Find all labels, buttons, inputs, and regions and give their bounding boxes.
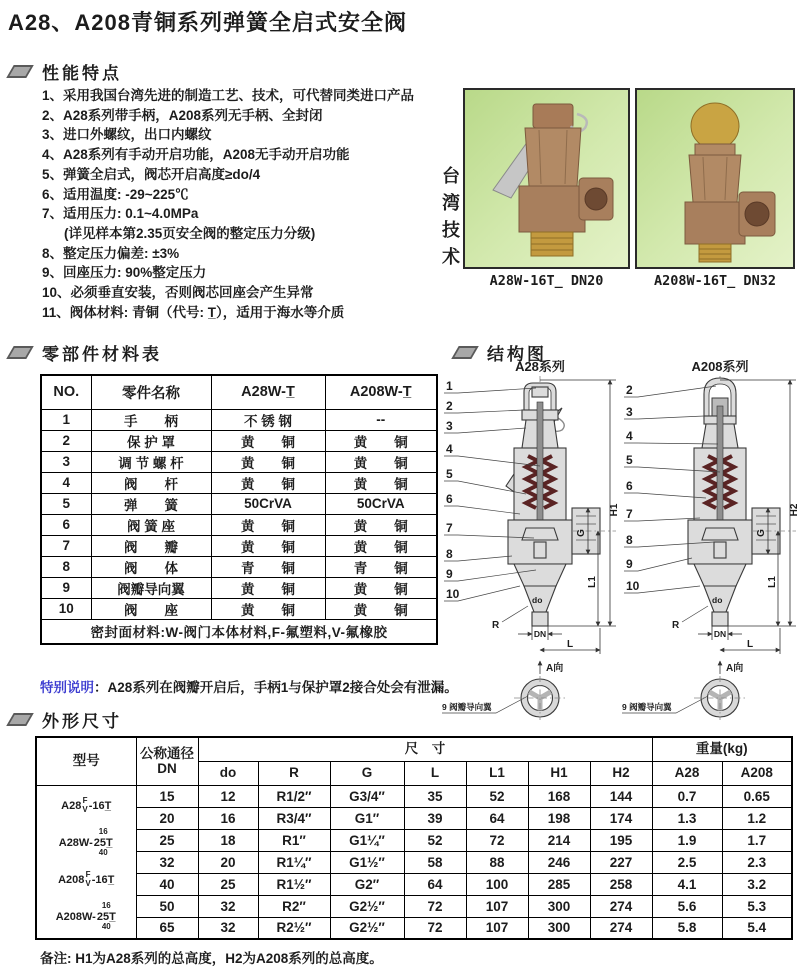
callout-number: 3: [626, 405, 633, 419]
materials-footer-cell: 密封面材料:W-阀门本体材料,F-氟塑料,V-氟橡胶: [41, 619, 437, 644]
taiwan-tech-label: 台湾技术: [440, 166, 460, 274]
dims-col-header: G: [330, 761, 404, 785]
materials-cell: 4: [41, 472, 91, 493]
dims-cell: 72: [404, 917, 466, 939]
dims-cell: 144: [590, 785, 652, 807]
materials-cell: 5: [41, 493, 91, 514]
dims-cell: 0.7: [652, 785, 722, 807]
dims-cell: 64: [404, 873, 466, 895]
materials-cell: 3: [41, 451, 91, 472]
section-marker-icon: [6, 713, 34, 726]
callout-number: 6: [626, 479, 633, 493]
materials-table: [40, 374, 438, 645]
dims-row: [36, 851, 792, 873]
diagram-title-a28: A28系列: [515, 360, 565, 374]
feature-item: 5、弹簧全启式，阀芯开启高度≥do/4: [42, 166, 261, 182]
materials-cell: 黄 铜: [325, 535, 437, 556]
materials-cell: 黄 铜: [325, 451, 437, 472]
dims-cell: 15: [136, 785, 198, 807]
feature-item: 8、整定压力偏差: ±3%: [42, 245, 180, 261]
materials-cell: 6: [41, 514, 91, 535]
model-designation: A28W- 16 25T̲ 40: [58, 827, 113, 858]
dims-cell: 107: [466, 917, 528, 939]
materials-cell: 阀 体: [91, 556, 211, 577]
materials-cell: 50CrVA: [325, 493, 437, 514]
model-designation: A208W- 16 25T̲ 40: [55, 901, 116, 932]
dims-cell: R1¼″: [258, 851, 330, 873]
g-label: G: [576, 529, 587, 537]
materials-cell: --: [325, 409, 437, 430]
materials-col-header: 零件名称: [91, 375, 211, 409]
features-list: [42, 86, 442, 322]
dims-cell: 18: [198, 829, 258, 851]
l1-label: L1: [767, 576, 778, 588]
materials-cell: 黄 铜: [325, 598, 437, 619]
materials-cell: 7: [41, 535, 91, 556]
materials-cell: 黄 铜: [325, 577, 437, 598]
materials-cell: 黄 铜: [325, 430, 437, 451]
dims-row: [36, 807, 792, 829]
structure-diagram-a208: [620, 360, 800, 722]
diagram-title-a208: A208系列: [691, 360, 749, 374]
dims-cell: 20: [198, 851, 258, 873]
dims-cell: 1.2: [722, 807, 792, 829]
dims-col-header: L: [404, 761, 466, 785]
callout-leader-line: [624, 386, 716, 397]
dims-cell: 39: [404, 807, 466, 829]
materials-col-header: A28W-T̲: [211, 375, 325, 409]
dims-cell: 4.1: [652, 873, 722, 895]
dims-cell: 72: [404, 895, 466, 917]
dims-cell: 274: [590, 895, 652, 917]
dims-cell: 285: [528, 873, 590, 895]
features-heading: [10, 59, 122, 84]
do-label: do: [712, 595, 723, 605]
dims-col-header: A208: [722, 761, 792, 785]
dims-cell: R3/4″: [258, 807, 330, 829]
g-label: G: [756, 529, 767, 537]
materials-footer-row: [41, 619, 437, 644]
section-marker-icon: [451, 346, 479, 359]
photo-caption-a208: A208W-16T̲ DN32: [654, 273, 776, 289]
materials-cell: 弹 簧: [91, 493, 211, 514]
dimensions-heading: [10, 707, 122, 732]
dims-row: [36, 917, 792, 939]
materials-row: [41, 577, 437, 598]
materials-cell: 阀 瓣: [91, 535, 211, 556]
callout-number: 10: [626, 579, 640, 593]
structure-diagram-a28: [440, 360, 620, 722]
dims-cell: 12: [198, 785, 258, 807]
materials-cell: 阀 杆: [91, 472, 211, 493]
callout-number: 4: [626, 429, 633, 443]
dims-cell: G1¼″: [330, 829, 404, 851]
features-heading-label: 性能特点: [42, 64, 122, 83]
dims-cell: 5.4: [722, 917, 792, 939]
dims-cell: 32: [198, 895, 258, 917]
dims-cell: 50: [136, 895, 198, 917]
callout-number: 7: [626, 507, 633, 521]
r-label: R: [672, 620, 680, 631]
l1-label: L1: [587, 576, 598, 588]
materials-heading: [10, 340, 162, 365]
dims-col-header: R: [258, 761, 330, 785]
dims-cell: G2½″: [330, 895, 404, 917]
dims-cell: 40: [136, 873, 198, 895]
materials-row: [41, 472, 437, 493]
materials-cell: 8: [41, 556, 91, 577]
dims-cell: 198: [528, 807, 590, 829]
dims-cell: 274: [590, 917, 652, 939]
col-header-model: 型号: [36, 737, 136, 785]
dims-cell: 5.8: [652, 917, 722, 939]
wing-label: 9 阀瓣导向翼: [622, 702, 672, 712]
dims-cell: 65: [136, 917, 198, 939]
dims-row: [36, 895, 792, 917]
feature-item: 7、适用压力: 0.1~4.0MPa: [42, 206, 199, 222]
materials-cell: 黄 铜: [211, 514, 325, 535]
materials-cell: 阀 簧 座: [91, 514, 211, 535]
dims-cell: G2½″: [330, 917, 404, 939]
dims-row: [36, 829, 792, 851]
dims-cell: 72: [466, 829, 528, 851]
callout-number: 5: [446, 467, 453, 481]
dims-col-header: do: [198, 761, 258, 785]
col-group-size: 尺 寸: [198, 737, 652, 761]
callout-number: 10: [446, 587, 460, 601]
l-label: L: [566, 639, 574, 650]
a208-valve-photo-art: [637, 90, 793, 267]
callout-number: 8: [446, 547, 453, 561]
dims-cell: 214: [528, 829, 590, 851]
materials-cell: 黄 铜: [211, 472, 325, 493]
feature-item: 1、采用我国台湾先进的制造工艺、技术，可代替同类进口产品: [42, 88, 415, 103]
callout-leader-line: [624, 416, 704, 419]
dims-cell: 88: [466, 851, 528, 873]
dims-cell: 246: [528, 851, 590, 873]
do-label: do: [532, 595, 543, 605]
dims-col-header: A28: [652, 761, 722, 785]
remark-note: 备注: H1为A28系列的总高度，H2为A208系列的总高度。: [40, 951, 383, 966]
callout-number: 2: [446, 399, 453, 413]
dn-label: DN: [533, 629, 547, 639]
dims-cell: 1.9: [652, 829, 722, 851]
dimensions-table: [35, 736, 793, 940]
page-title: A28、A208青铜系列弹簧全启式安全阀: [8, 10, 407, 35]
materials-cell: 阀 座: [91, 598, 211, 619]
dims-cell: 107: [466, 895, 528, 917]
materials-cell: 不 锈 钢: [211, 409, 325, 430]
dims-cell: R1″: [258, 829, 330, 851]
wing-label: 9 阀瓣导向翼: [442, 702, 492, 712]
callout-number: 5: [626, 453, 633, 467]
special-note-text: ：A28系列在阀瓣开启后，手柄1与保护罩2接合处会有泄漏。: [94, 680, 458, 695]
dims-cell: 300: [528, 895, 590, 917]
dims-cell: R1/2″: [258, 785, 330, 807]
materials-row: [41, 535, 437, 556]
feature-item: 2、A28系列带手柄，A208系列无手柄、全封闭: [42, 107, 323, 123]
materials-cell: 手 柄: [91, 409, 211, 430]
materials-cell: 黄 铜: [211, 451, 325, 472]
feature-item: 6、适用温度: -29~225℃: [42, 186, 189, 202]
product-photo-a28: [463, 88, 630, 269]
callout-number: 2: [626, 383, 633, 397]
r-label: R: [492, 620, 500, 631]
callout-number: 7: [446, 521, 453, 535]
dims-cell: R2″: [258, 895, 330, 917]
materials-cell: 青 铜: [211, 556, 325, 577]
materials-row: [41, 514, 437, 535]
callout-leader-line: [624, 558, 692, 571]
dims-cell: 2.5: [652, 851, 722, 873]
model-designation: A208 F V -16T̲: [58, 870, 115, 889]
materials-cell: 2: [41, 430, 91, 451]
materials-cell: 1: [41, 409, 91, 430]
dims-cell: 195: [590, 829, 652, 851]
a28-valve-photo-art: [465, 90, 628, 267]
callout-leader-line: [444, 506, 520, 514]
dims-cell: G3/4″: [330, 785, 404, 807]
callout-leader-line: [444, 410, 524, 413]
dims-cell: R2½″: [258, 917, 330, 939]
dims-cell: 0.65: [722, 785, 792, 807]
model-designation: A28 F V -16T̲: [61, 796, 112, 815]
feature-item: 9、回座压力: 90%整定压力: [42, 265, 207, 281]
dims-cell: 25: [136, 829, 198, 851]
dims-cell: 227: [590, 851, 652, 873]
dims-cell: 16: [198, 807, 258, 829]
materials-heading-label: 零部件材料表: [42, 345, 162, 364]
materials-cell: 青 铜: [325, 556, 437, 577]
dims-cell: 174: [590, 807, 652, 829]
materials-col-header: A208W-T̲: [325, 375, 437, 409]
section-marker-icon: [6, 346, 34, 359]
materials-col-header: NO.: [41, 375, 91, 409]
dims-col-header: H1: [528, 761, 590, 785]
callout-number: 8: [626, 533, 633, 547]
feature-item: 3、进口外螺纹，出口内螺纹: [42, 127, 212, 143]
materials-cell: 黄 铜: [325, 514, 437, 535]
callout-number: 1: [446, 379, 453, 393]
dims-cell: 52: [466, 785, 528, 807]
photo-caption-a28: A28W-16T̲ DN20: [489, 273, 604, 289]
dims-cell: 1.7: [722, 829, 792, 851]
special-note-label: 特别说明: [40, 680, 94, 695]
a-view-label: A向: [726, 663, 744, 674]
callout-leader-line: [444, 428, 526, 433]
materials-cell: 调 节 螺 杆: [91, 451, 211, 472]
h1-label: H1: [609, 503, 620, 517]
dims-cell: G1½″: [330, 851, 404, 873]
col-header-dn-abbr: DN: [157, 761, 177, 777]
materials-row: [41, 451, 437, 472]
dims-cell: 300: [528, 917, 590, 939]
dims-cell: 5.3: [722, 895, 792, 917]
materials-cell: 黄 铜: [325, 472, 437, 493]
structure-heading-label: 结构图: [487, 345, 547, 364]
dims-col-header: L1: [466, 761, 528, 785]
materials-cell: 10: [41, 598, 91, 619]
dims-cell: 168: [528, 785, 590, 807]
materials-cell: 9: [41, 577, 91, 598]
dims-row: [36, 785, 792, 807]
callout-number: 6: [446, 492, 453, 506]
materials-row: [41, 430, 437, 451]
dims-cell: G2″: [330, 873, 404, 895]
callout-number: 9: [446, 567, 453, 581]
dims-cell: 32: [136, 851, 198, 873]
callout-number: 4: [446, 442, 453, 456]
dims-cell: 58: [404, 851, 466, 873]
feature-item: 4、A28系列有手动开启功能，A208无手动开启功能: [42, 147, 350, 163]
feature-item: (详见样本第2.35页安全阀的整定压力分级): [64, 225, 316, 241]
materials-cell: 黄 铜: [211, 598, 325, 619]
materials-row: [41, 598, 437, 619]
l-label: L: [746, 639, 754, 650]
dims-cell: 1.3: [652, 807, 722, 829]
dims-cell: 3.2: [722, 873, 792, 895]
feature-item: 11、阀体材料: 青铜（代号: T̲），适用于海水等介质: [42, 304, 345, 320]
dims-cell: R1½″: [258, 873, 330, 895]
dims-cell: 32: [198, 917, 258, 939]
dims-row: [36, 873, 792, 895]
materials-row: [41, 556, 437, 577]
col-group-weight: 重量(kg): [652, 737, 792, 761]
a-view-label: A向: [546, 663, 564, 674]
callout-number: 9: [626, 557, 633, 571]
dn-label: DN: [713, 629, 727, 639]
materials-cell: 黄 铜: [211, 535, 325, 556]
col-header-dn: [136, 737, 198, 785]
materials-row: [41, 493, 437, 514]
materials-cell: 阀瓣导向翼: [91, 577, 211, 598]
materials-cell: 保 护 罩: [91, 430, 211, 451]
feature-item: 10、必须垂直安装，否则阀芯回座会产生异常: [42, 285, 314, 301]
dims-cell: 100: [466, 873, 528, 895]
callout-leader-line: [444, 388, 536, 393]
col-header-dn-cn: 公称通径: [140, 745, 194, 761]
section-marker-icon: [6, 65, 34, 78]
materials-header-row: [41, 375, 437, 409]
product-photo-a208: [635, 88, 795, 269]
materials-cell: 黄 铜: [211, 430, 325, 451]
dims-cell: 20: [136, 807, 198, 829]
callout-number: 3: [446, 419, 453, 433]
dims-col-header: H2: [590, 761, 652, 785]
dims-cell: 25: [198, 873, 258, 895]
dims-model-cell: [36, 785, 136, 939]
dims-cell: 64: [466, 807, 528, 829]
materials-cell: 黄 铜: [211, 577, 325, 598]
dims-cell: 2.3: [722, 851, 792, 873]
dims-cell: G1″: [330, 807, 404, 829]
dimensions-heading-label: 外形尺寸: [42, 712, 122, 731]
dims-cell: 5.6: [652, 895, 722, 917]
dims-cell: 52: [404, 829, 466, 851]
dims-cell: 258: [590, 873, 652, 895]
h2-label: H2: [789, 503, 800, 517]
callout-leader-line: [444, 556, 512, 561]
materials-row: [41, 409, 437, 430]
materials-cell: 50CrVA: [211, 493, 325, 514]
special-note: [40, 676, 458, 696]
dims-cell: 35: [404, 785, 466, 807]
